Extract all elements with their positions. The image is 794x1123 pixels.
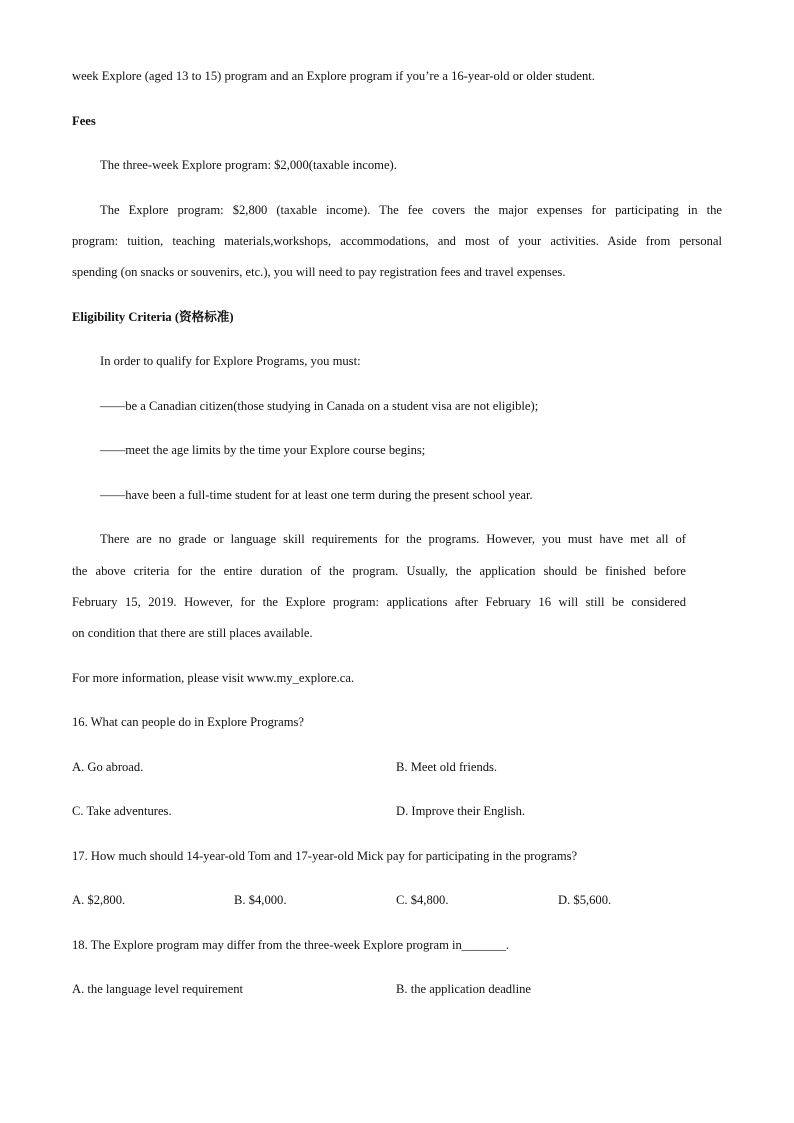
question-17-option-c: C. $4,800. [396, 893, 449, 907]
question-17-option-b: B. $4,000. [234, 893, 287, 907]
question-17-option-d: D. $5,600. [558, 893, 612, 907]
criterion-citizen: ——be a Canadian citizen(those studying in Canada on a student visa are not eligible); [100, 399, 539, 413]
question-16-option-c: C. Take adventures. [72, 804, 172, 818]
question-18-option-b: B. the application deadline [396, 982, 531, 996]
question-17-option-a: A. $2,800. [72, 893, 126, 907]
fee-explore-line-2: program: tuition, teaching materials,workshops, accommodations, and most of your activities. Aside from personal [72, 234, 722, 248]
question-16-option-b: B. Meet old friends. [396, 760, 498, 774]
fee-explore-line-1: The Explore program: $2,800 (taxable income). The fee covers the major expenses for participating in the [100, 203, 722, 217]
question-16-option-a: A. Go abroad. [72, 760, 144, 774]
intro-tail-text: week Explore (aged 13 to 15) program and an Explore program if you’re a 16-year-old or older student. [72, 69, 595, 83]
criterion-age: ——meet the age limits by the time your Explore course begins; [100, 443, 426, 457]
fee-explore-line-3: spending (on snacks or souvenirs, etc.), you will need to pay registration fees and travel expenses. [72, 265, 566, 279]
note-line-3: February 15, 2019. However, for the Explore program: applications after February 16 will still be considered [72, 595, 686, 609]
question-18-stem: 18. The Explore program may differ from the three-week Explore program in_______. [72, 938, 510, 952]
question-16-option-d: D. Improve their English. [396, 804, 526, 818]
question-18-option-a: A. the language level requirement [72, 982, 243, 996]
eligibility-intro-text: In order to qualify for Explore Programs, you must: [100, 354, 361, 368]
more-info-text: For more information, please visit www.my_explore.ca. [72, 671, 355, 685]
question-17-stem: 17. How much should 14-year-old Tom and 17-year-old Mick pay for participating in the programs? [72, 849, 578, 863]
note-line-2: the above criteria for the entire duration of the program. Usually, the application should be finished before [72, 564, 686, 578]
criterion-student: ——have been a full-time student for at least one term during the present school year. [100, 488, 533, 502]
note-line-4: on condition that there are still places available. [72, 626, 313, 640]
note-line-1: There are no grade or language skill requirements for the programs. However, you must have met all of [100, 532, 686, 546]
question-16-stem: 16. What can people do in Explore Programs? [72, 715, 304, 729]
fees-heading: Fees [72, 114, 96, 128]
eligibility-heading: Eligibility Criteria (资格标准) [72, 310, 234, 324]
fee-three-week-text: The three-week Explore program: $2,000(taxable income). [100, 158, 397, 172]
